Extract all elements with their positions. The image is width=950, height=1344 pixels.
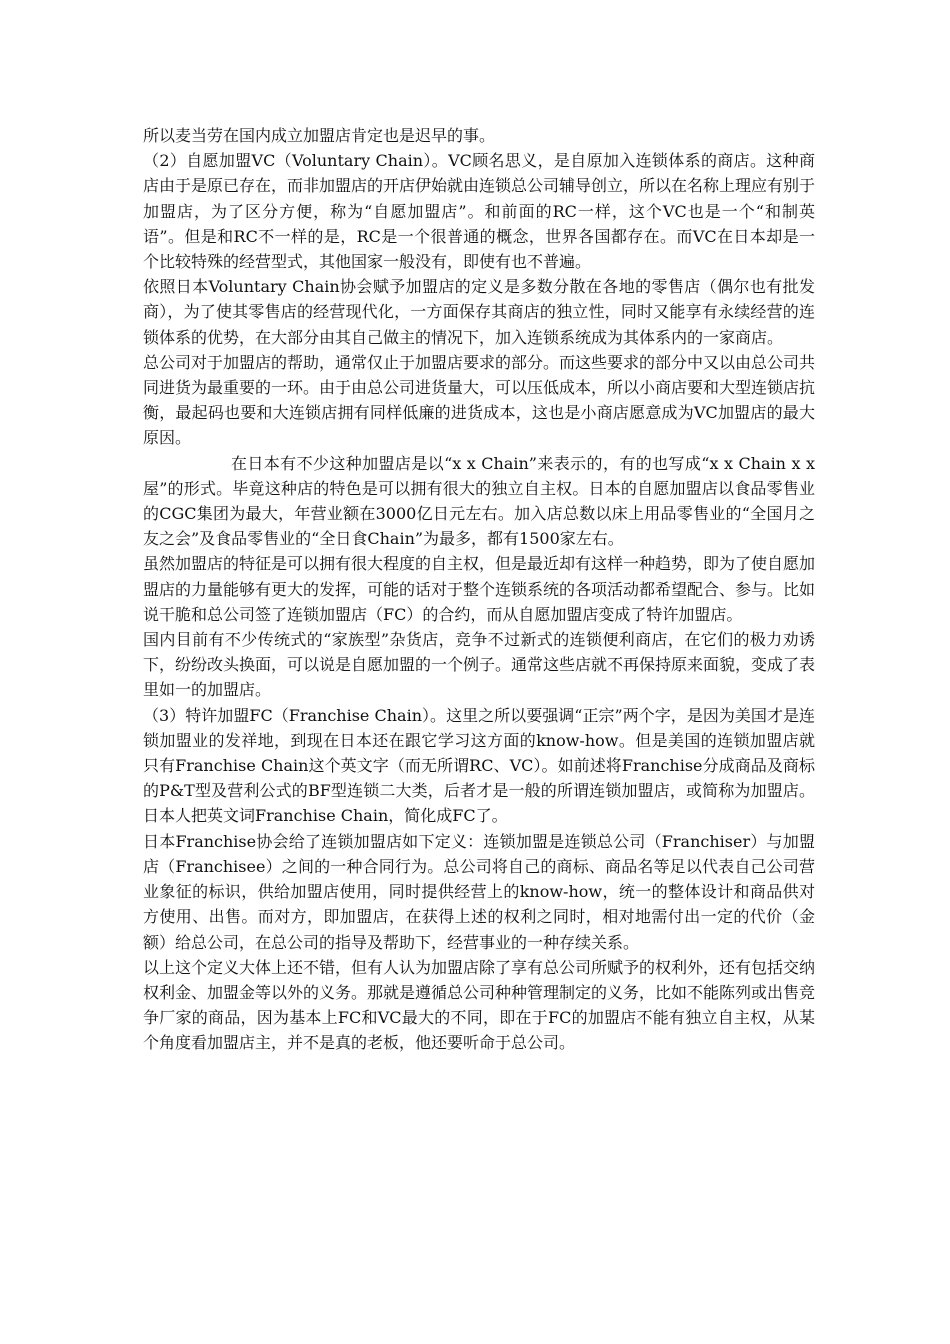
- document-body: [143, 123, 815, 1056]
- paragraph-headquarters-support: 总公司对于加盟店的帮助，通常仅止于加盟店要求的部分。而这些要求的部分中又以由总公司共同进货为最重要的一环。由于由总公司进货量大，可以压低成本，所以小商店要和大型连锁店抗衡，最起码也要和大连锁店拥有同样低廉的进货成本，这也是小商店愿意成为VC加盟店的最大原因。: [143, 352, 816, 448]
- paragraph-mcdonalds-note: 所以麦当劳在国内成立加盟店肯定也是迟早的事。: [143, 126, 496, 145]
- paragraph-japan-chain-examples: 在日本有不少这种加盟店是以“x x Chain”来表示的，有的也写成“x x Chain x x屋”的形式。毕竟这种店的特色是可以拥有很大的独立自主权。日本的自愿加盟店以食品零售业的CGC集团为最大，年营业额在3000亿日元左右。加入店总数以床上用品零售业的“全国月之友之会”及食品零售业的“全日食Chain”为最多，都有1500家左右。: [143, 453, 815, 549]
- paragraph-voluntary-chain-intro: （2）自愿加盟VC（Voluntary Chain）。VC顾名思义，是自原加入连锁体系的商店。这种商店由于是原已存在，而非加盟店的开店伊始就由连锁总公司辅导创立，所以在名称上理应有别于加盟店，为了区分方便，称为“自愿加盟店”。和前面的RC一样，这个VC也是一个“和制英语”。但是和RC不一样的是，RC是一个很普通的概念，世界各国都存在。而VC在日本却是一个比较特殊的经营型式，其他国家一般没有，即使有也不普遍。: [143, 151, 816, 272]
- paragraph-voluntary-chain-definition: 依照日本Voluntary Chain协会赋予加盟店的定义是多数分散在各地的零售店（偶尔也有批发商），为了使其零售店的经营现代化，一方面保存其商店的独立性，同时又能享有永续经营的连锁体系的优势，在大部分由其自己做主的情况下，加入连锁系统成为其体系内的一家商店。: [143, 277, 815, 347]
- paragraph-franchise-definition: 日本Franchise协会给了连锁加盟店如下定义：连锁加盟是连锁总公司（Franchiser）与加盟店（Franchisee）之间的一种合同行为。总公司将自己的商标、商品名等足以代表自己公司营业象征的标识，供给加盟店使用，同时提供经营上的know-how，统一的整体设计和商品供对方使用、出售。而对方，即加盟店，在获得上述的权利之同时，相对地需付出一定的代价（金额）给总公司，在总公司的指导及帮助下，经营事业的一种存续关系。: [143, 831, 815, 952]
- paragraph-franchise-chain-intro: （3）特许加盟FC（Franchise Chain）。这里之所以要强调“正宗”两个字，是因为美国才是连锁加盟业的发祥地，到现在日本还在跟它学习这方面的know-how。但是美国的连锁加盟店就只有Franchise Chain这个英文字（而无所谓RC、VC）。如前述将Franchise分成商品及商标的P&T型及营利公式的BF型连锁二大类，后者才是一般的所谓连锁加盟店，或简称为加盟店。日本人把英文词Franchise Chain，简化成FC了。: [143, 705, 815, 826]
- paragraph-franchise-obligations: 以上这个定义大体上还不错，但有人认为加盟店除了享有总公司所赋予的权利外，还有包括交纳权利金、加盟金等以外的义务。那就是遵循总公司种种管理制定的义务，比如不能陈列或出售竞争厂家的商品，因为基本上FC和VC最大的不同，即在于FC的加盟店不能有独立自主权，从某个角度看加盟店主，并不是真的老板，他还要听命于总公司。: [143, 957, 816, 1053]
- paragraph-domestic-example: 国内目前有不少传统式的“家族型”杂货店，竞争不过新式的连锁便利商店，在它们的极力劝诱下，纷纷改头换面，可以说是自愿加盟的一个例子。通常这些店就不再保持原来面貌，变成了表里如一的加盟店。: [143, 630, 816, 700]
- paragraph-autonomy-trend: 虽然加盟店的特征是可以拥有很大程度的自主权，但是最近却有这样一种趋势，即为了使自愿加盟店的力量能够有更大的发挥，可能的话对于整个连锁系统的各项活动都希望配合、参与。比如说干脆和总公司签了连锁加盟店（FC）的合约，而从自愿加盟店变成了特许加盟店。: [143, 554, 816, 624]
